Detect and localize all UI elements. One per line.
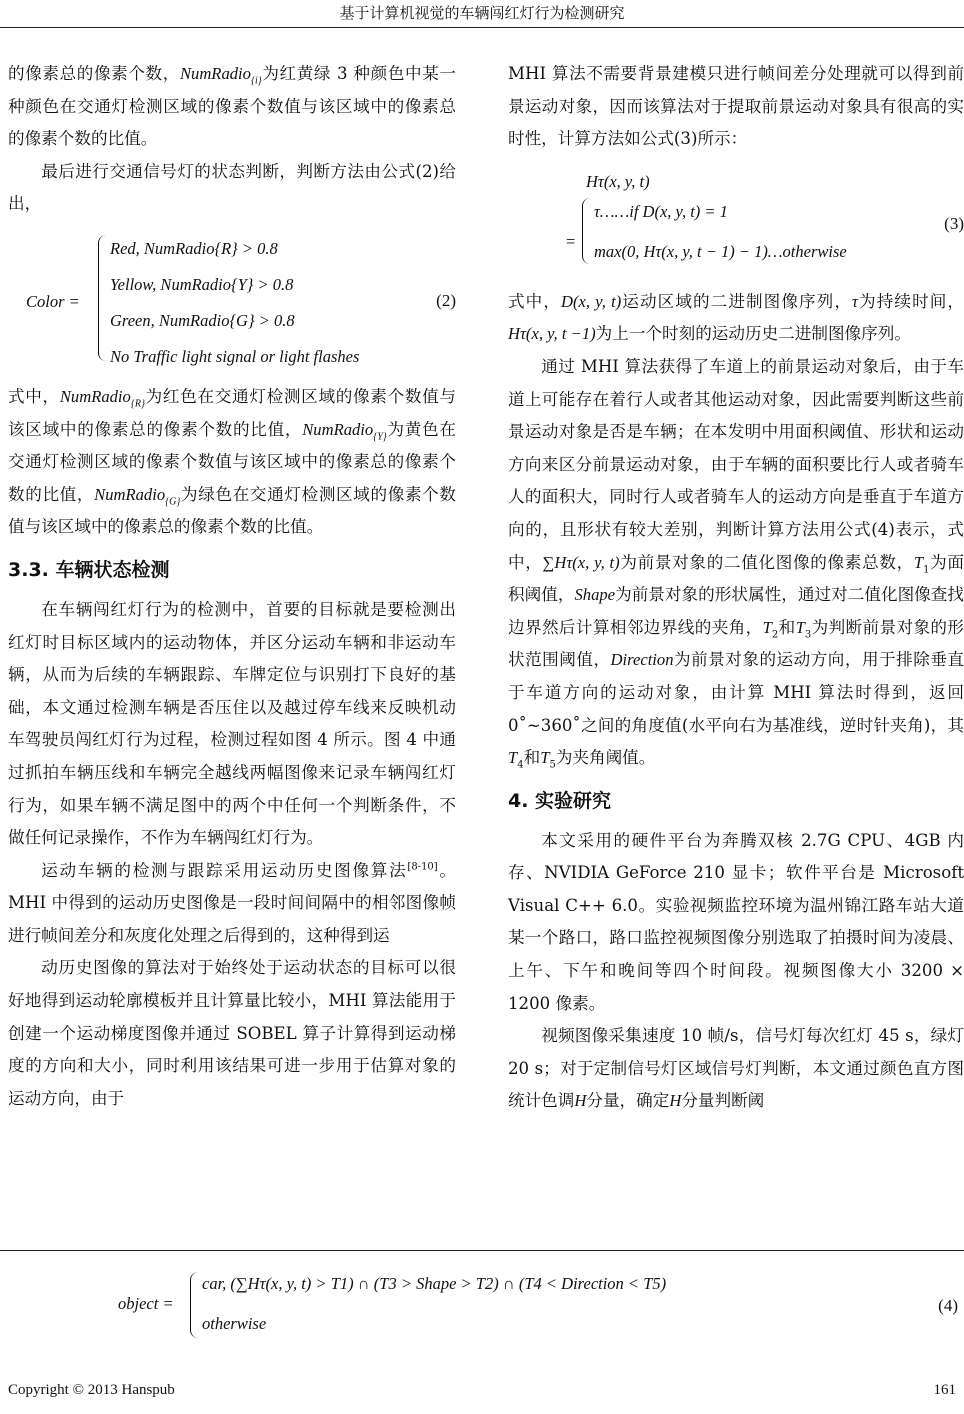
eq4-lhs: object = <box>118 1294 174 1313</box>
footer-copyright: Copyright © 2013 Hanspub <box>8 1382 175 1398</box>
paragraph-foreground-classification: 通过 MHI 算法获得了车道上的前景运动对象后，由于车道上可能存在着行人或者其他运动对象，因此需要判断这些前景运动对象是否是车辆；在本发明中用面积阈值、形状和运动方向来区分前景运动对象，由于车辆的面积要比行人或者骑车人的面积大，同时行人或者骑车人的运动方向是垂直于车道方向的，且形状有较大差别，判断计算方法用公式(4)表示，式中，∑Hτ(x, y, t)为前景对象的二值化图像的像素总数，$T_1$为面积阈值，Shape为前景对象的形状属性，通过对二值化图像查找边界然后计算相邻边界线的夹角，$T_2$和$T_3$为判断前景对象的形状范围阈值，Direction为前景对象的运动方向，用于排除垂直于车道方向的运动对象，由计算 MHI 算法时得到，返回 0˚~360˚之间的角度值(水平向右为基准线，逆时针夹角)，其$T_4$和$T_5$为夹角阈值。 <box>508 356 964 771</box>
paragraph-numradio-rgb: 式中，NumRadio$_{\{R\}}$为红色在交通灯检测区域的像素个数值与该区域中的像素总的像素个数的比值，NumRadio$_{\{Y\}}$为黄色在交通灯检测区域的像素个数值与该区域中的像素总的像素个数的比值，NumRadio$_{\{G\}}$为绿色在交通灯检测区域的像素个数值与该区域中的像素总的像素个数的比值。 <box>8 386 457 537</box>
section-heading-3-3: 3.3. 车辆状态检测 <box>8 558 170 581</box>
eq3-equals: = <box>566 231 576 251</box>
equation-rule <box>0 1250 964 1251</box>
eq4-case-otherwise: otherwise <box>202 1314 267 1333</box>
paragraph-mhi-intro: 运动车辆的检测与跟踪采用运动历史图像算法[8-10]。MHI 中得到的运动历史图像是一段时间间隔中的相邻图像帧进行帧间差分和灰度化处理之后得到的，这种得到运 <box>8 860 457 945</box>
equation-2 <box>8 229 456 369</box>
paragraph-mhi-gradient: 动历史图像的算法对于始终处于运动状态的目标可以很好地得到运动轮廓模板并且计算量比较小，MHI 算法能用于创建一个运动梯度图像并通过 SOBEL 算子计算得到运动梯度的方向和大小，同时利用该结果可进一步用于估算对象的运动方向，由于 <box>8 958 456 1108</box>
eq2-brace <box>98 235 107 361</box>
eq4-brace <box>190 1272 199 1338</box>
eq2-case-red: Red, NumRadio{R} > 0.8 <box>110 238 278 258</box>
right-column <box>508 58 964 1118</box>
eq3-case-otherwise: max(0, Hτ(x, y, t − 1) − 1)…otherwise <box>594 241 847 261</box>
section-heading-4: 4. 实验研究 <box>508 789 612 812</box>
paragraph-state-judgement: 最后进行交通信号灯的状态判断，判断方法由公式(2)给出， <box>8 161 456 214</box>
paragraph-mhi-realtime: MHI 算法不需要背景建模只进行帧间差分处理就可以得到前景运动对象，因而该算法对于提取前景运动对象具有很高的实时性，计算方法如公式(3)所示： <box>508 64 964 149</box>
eq2-case-yellow: Yellow, NumRadio{Y} > 0.8 <box>110 274 294 294</box>
eq4-case-car: car, (∑Hτ(x, y, t) > T1) ∩ (T3 > Shape > T2) ∩ (T4 < Direction < T5) <box>202 1274 667 1293</box>
paragraph-vehicle-detection: 在车辆闯红灯行为的检测中，首要的目标就是要检测出红灯时目标区域内的运动物体，并区分运动车辆和非运动车辆，从而为后续的车辆跟踪、车牌定位与识别打下良好的基础，本文通过检测车辆是否压住以及越过停车线来反映机动车驾驶员闯红灯行为过程，检测过程如图 4 所示。图 4 中通过抓拍车辆压线和车辆完全越线两幅图像来记录车辆闯红灯行为，如果车辆不满足图中的两个中任何一个判断条件，不做任何记录操作，不作为车辆闯红灯行为。 <box>8 599 456 848</box>
left-column <box>8 58 456 1115</box>
eq2-case-none: No Traffic light signal or light flashes <box>110 346 360 366</box>
eq4-number: (4) <box>938 1296 958 1315</box>
running-header: 基于计算机视觉的车辆闯红灯行为检测研究 <box>339 4 625 22</box>
paragraph-numradio-def: 的像素总的像素个数，NumRadio$_{\{i\}}$为红黄绿 3 种颜色中某一种颜色在交通灯检测区域的像素个数值与该区域中的像素总的像素个数的比值。 <box>8 64 456 149</box>
paragraph-eq3-symbols: 式中，D(x, y, t)运动区域的二进制图像序列，τ为持续时间，Hτ(x, y, t −1)为上一个时刻的运动历史二进制图像序列。 <box>508 291 964 344</box>
eq3-top: Hτ(x, y, t) <box>586 171 650 191</box>
eq2-lhs: Color = <box>26 291 80 311</box>
eq2-number: (2) <box>436 290 456 310</box>
eq2-case-green: Green, NumRadio{G} > 0.8 <box>110 310 295 330</box>
equation-3 <box>508 160 964 278</box>
paragraph-capture-rate: 视频图像采集速度 10 帧/s，信号灯每次红灯 45 s，绿灯 20 s；对于定制信号灯区域信号灯判断，本文通过颜色直方图统计色调H分量，确定H分量判断阈 <box>508 1026 964 1111</box>
eq3-brace <box>582 198 591 264</box>
footer-page-number: 161 <box>933 1382 956 1398</box>
equation-4 <box>0 1268 964 1348</box>
eq3-case-if: τ……if D(x, y, t) = 1 <box>594 201 728 221</box>
header-rule <box>0 27 964 28</box>
eq3-number: (3) <box>944 213 964 233</box>
paragraph-experiment-setup: 本文采用的硬件平台为奔腾双核 2.7G CPU、4GB 内存、NVIDIA GeForce 210 显卡；软件平台是 Microsoft Visual C++ 6.0。实验视频监控环境为温州锦江路车站大道某一个路口，路口监控视频图像分别选取了拍摄时间为凌晨、上午、下午和晚间等四个时间段。视频图像大小 3200 × 1200 像素。 <box>508 830 964 1013</box>
